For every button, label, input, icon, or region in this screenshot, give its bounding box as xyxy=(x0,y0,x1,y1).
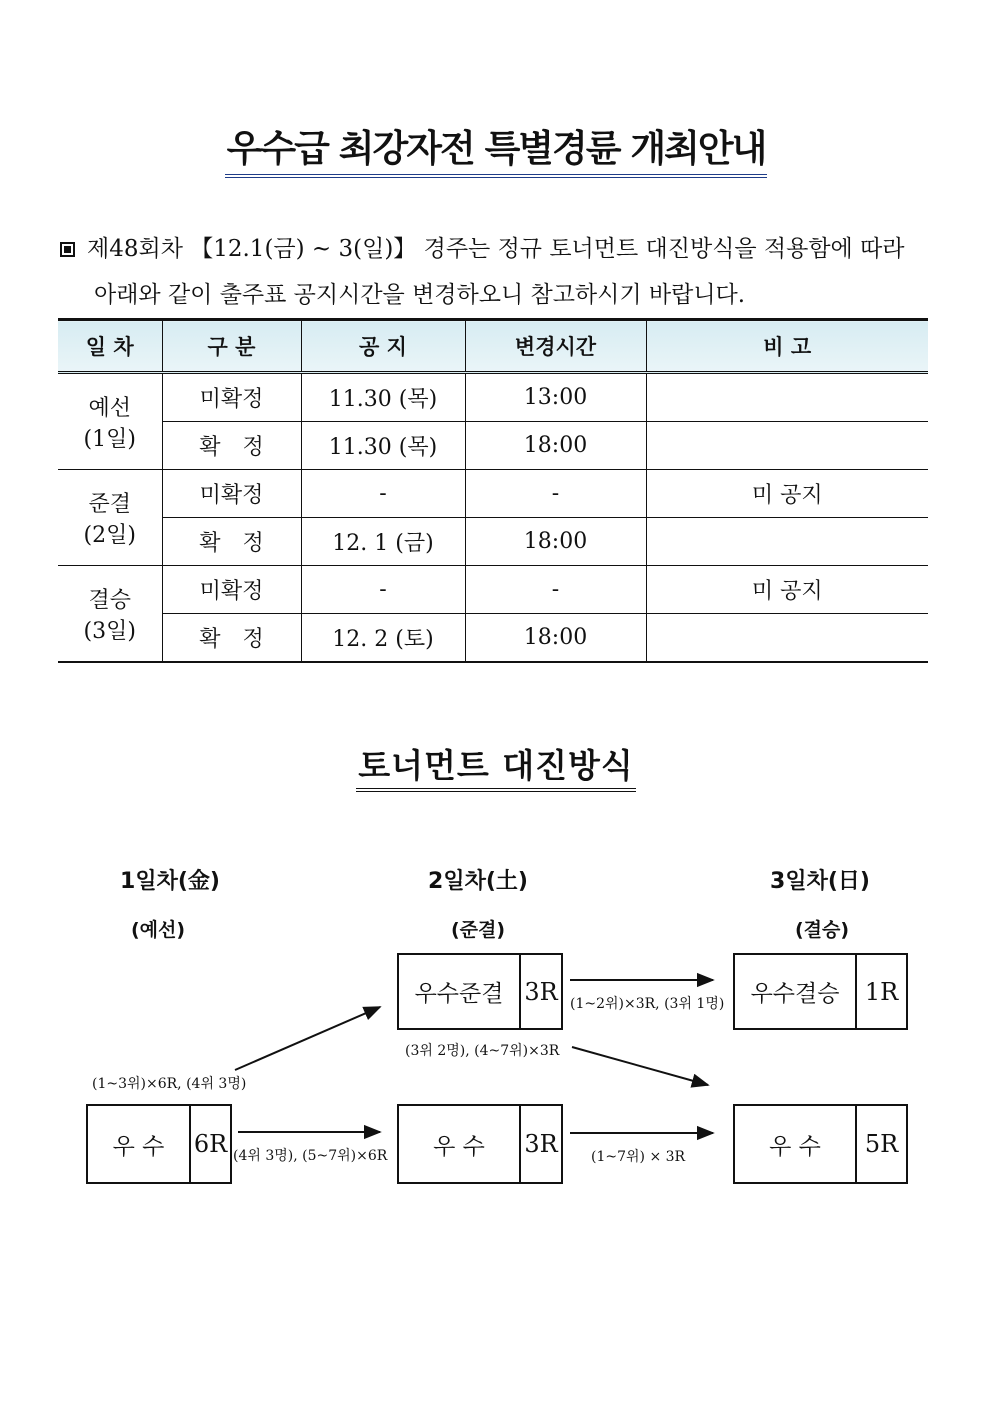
col-header: 비 고 xyxy=(646,320,928,373)
notice-cell: - xyxy=(301,470,465,518)
arrow-label: (3위 2명), (4~7위)×3R xyxy=(405,1043,560,1059)
day-2-sub: (준결) xyxy=(450,919,506,941)
arrow-label: (1~3위)×6R, (4위 3명) xyxy=(92,1076,247,1092)
bracket-box-final: 우수결승 1R xyxy=(733,953,908,1030)
day-cell: 준결 (2일) xyxy=(58,470,162,566)
bracket-title: 토너먼트 대진방식 xyxy=(0,740,992,792)
day-3-label: 3일차(日) xyxy=(770,869,870,894)
page-title: 우수급 최강자전 특별경륜 개최안내 xyxy=(0,118,992,178)
notice-cell: 12. 1 (금) xyxy=(301,518,465,566)
time-cell: - xyxy=(465,566,646,614)
arrow-label: (4위 3명), (5~7위)×6R xyxy=(233,1148,388,1164)
day-1-sub: (예선) xyxy=(130,919,186,941)
type-cell: 미확정 xyxy=(162,470,301,518)
notice-cell: - xyxy=(301,566,465,614)
day-2-label: 2일차(土) xyxy=(428,869,528,894)
day-cell: 예선 (1일) xyxy=(58,373,162,470)
day-cell: 결승 (3일) xyxy=(58,566,162,663)
bracket-box-d3: 우 수 5R xyxy=(733,1104,908,1184)
time-cell: 13:00 xyxy=(465,373,646,422)
day-1-label: 1일차(金) xyxy=(120,869,220,894)
type-cell: 확 정 xyxy=(162,614,301,663)
type-cell: 확 정 xyxy=(162,518,301,566)
note-cell: 미 공지 xyxy=(646,566,928,614)
time-cell: - xyxy=(465,470,646,518)
bracket-box-semifinal: 우수준결 3R xyxy=(397,953,563,1030)
time-cell: 18:00 xyxy=(465,518,646,566)
bracket-box-d2: 우 수 3R xyxy=(397,1104,563,1184)
time-cell: 18:00 xyxy=(465,614,646,663)
col-header: 일 차 xyxy=(58,320,162,373)
notice-line-1: 제48회차 【12.1(금) ~ 3(일)】 경주는 정규 토너먼트 대진방식을 적용함에 따라 xyxy=(60,226,940,272)
col-header: 구 분 xyxy=(162,320,301,373)
arrow-label: (1~7위) × 3R xyxy=(591,1149,686,1165)
arrow-label: (1~2위)×3R, (3위 1명) xyxy=(570,996,725,1012)
type-cell: 미확정 xyxy=(162,566,301,614)
note-cell: 미 공지 xyxy=(646,470,928,518)
col-header: 공 지 xyxy=(301,320,465,373)
col-header: 변경시간 xyxy=(465,320,646,373)
bracket-box-d1: 우 수 6R xyxy=(86,1104,232,1184)
type-cell: 미확정 xyxy=(162,373,301,422)
notice-cell: 11.30 (목) xyxy=(301,373,465,422)
time-cell: 18:00 xyxy=(465,422,646,470)
arrow-semi-to-d3 xyxy=(572,1047,708,1085)
type-cell: 확 정 xyxy=(162,422,301,470)
arrow-d1-to-semi xyxy=(235,1007,380,1070)
notice-cell: 11.30 (목) xyxy=(301,422,465,470)
notice-cell: 12. 2 (토) xyxy=(301,614,465,663)
day-3-sub: (결승) xyxy=(794,919,850,941)
notice-line-2: 아래와 같이 출주표 공지시간을 변경하오니 참고하시기 바랍니다. xyxy=(94,282,746,308)
